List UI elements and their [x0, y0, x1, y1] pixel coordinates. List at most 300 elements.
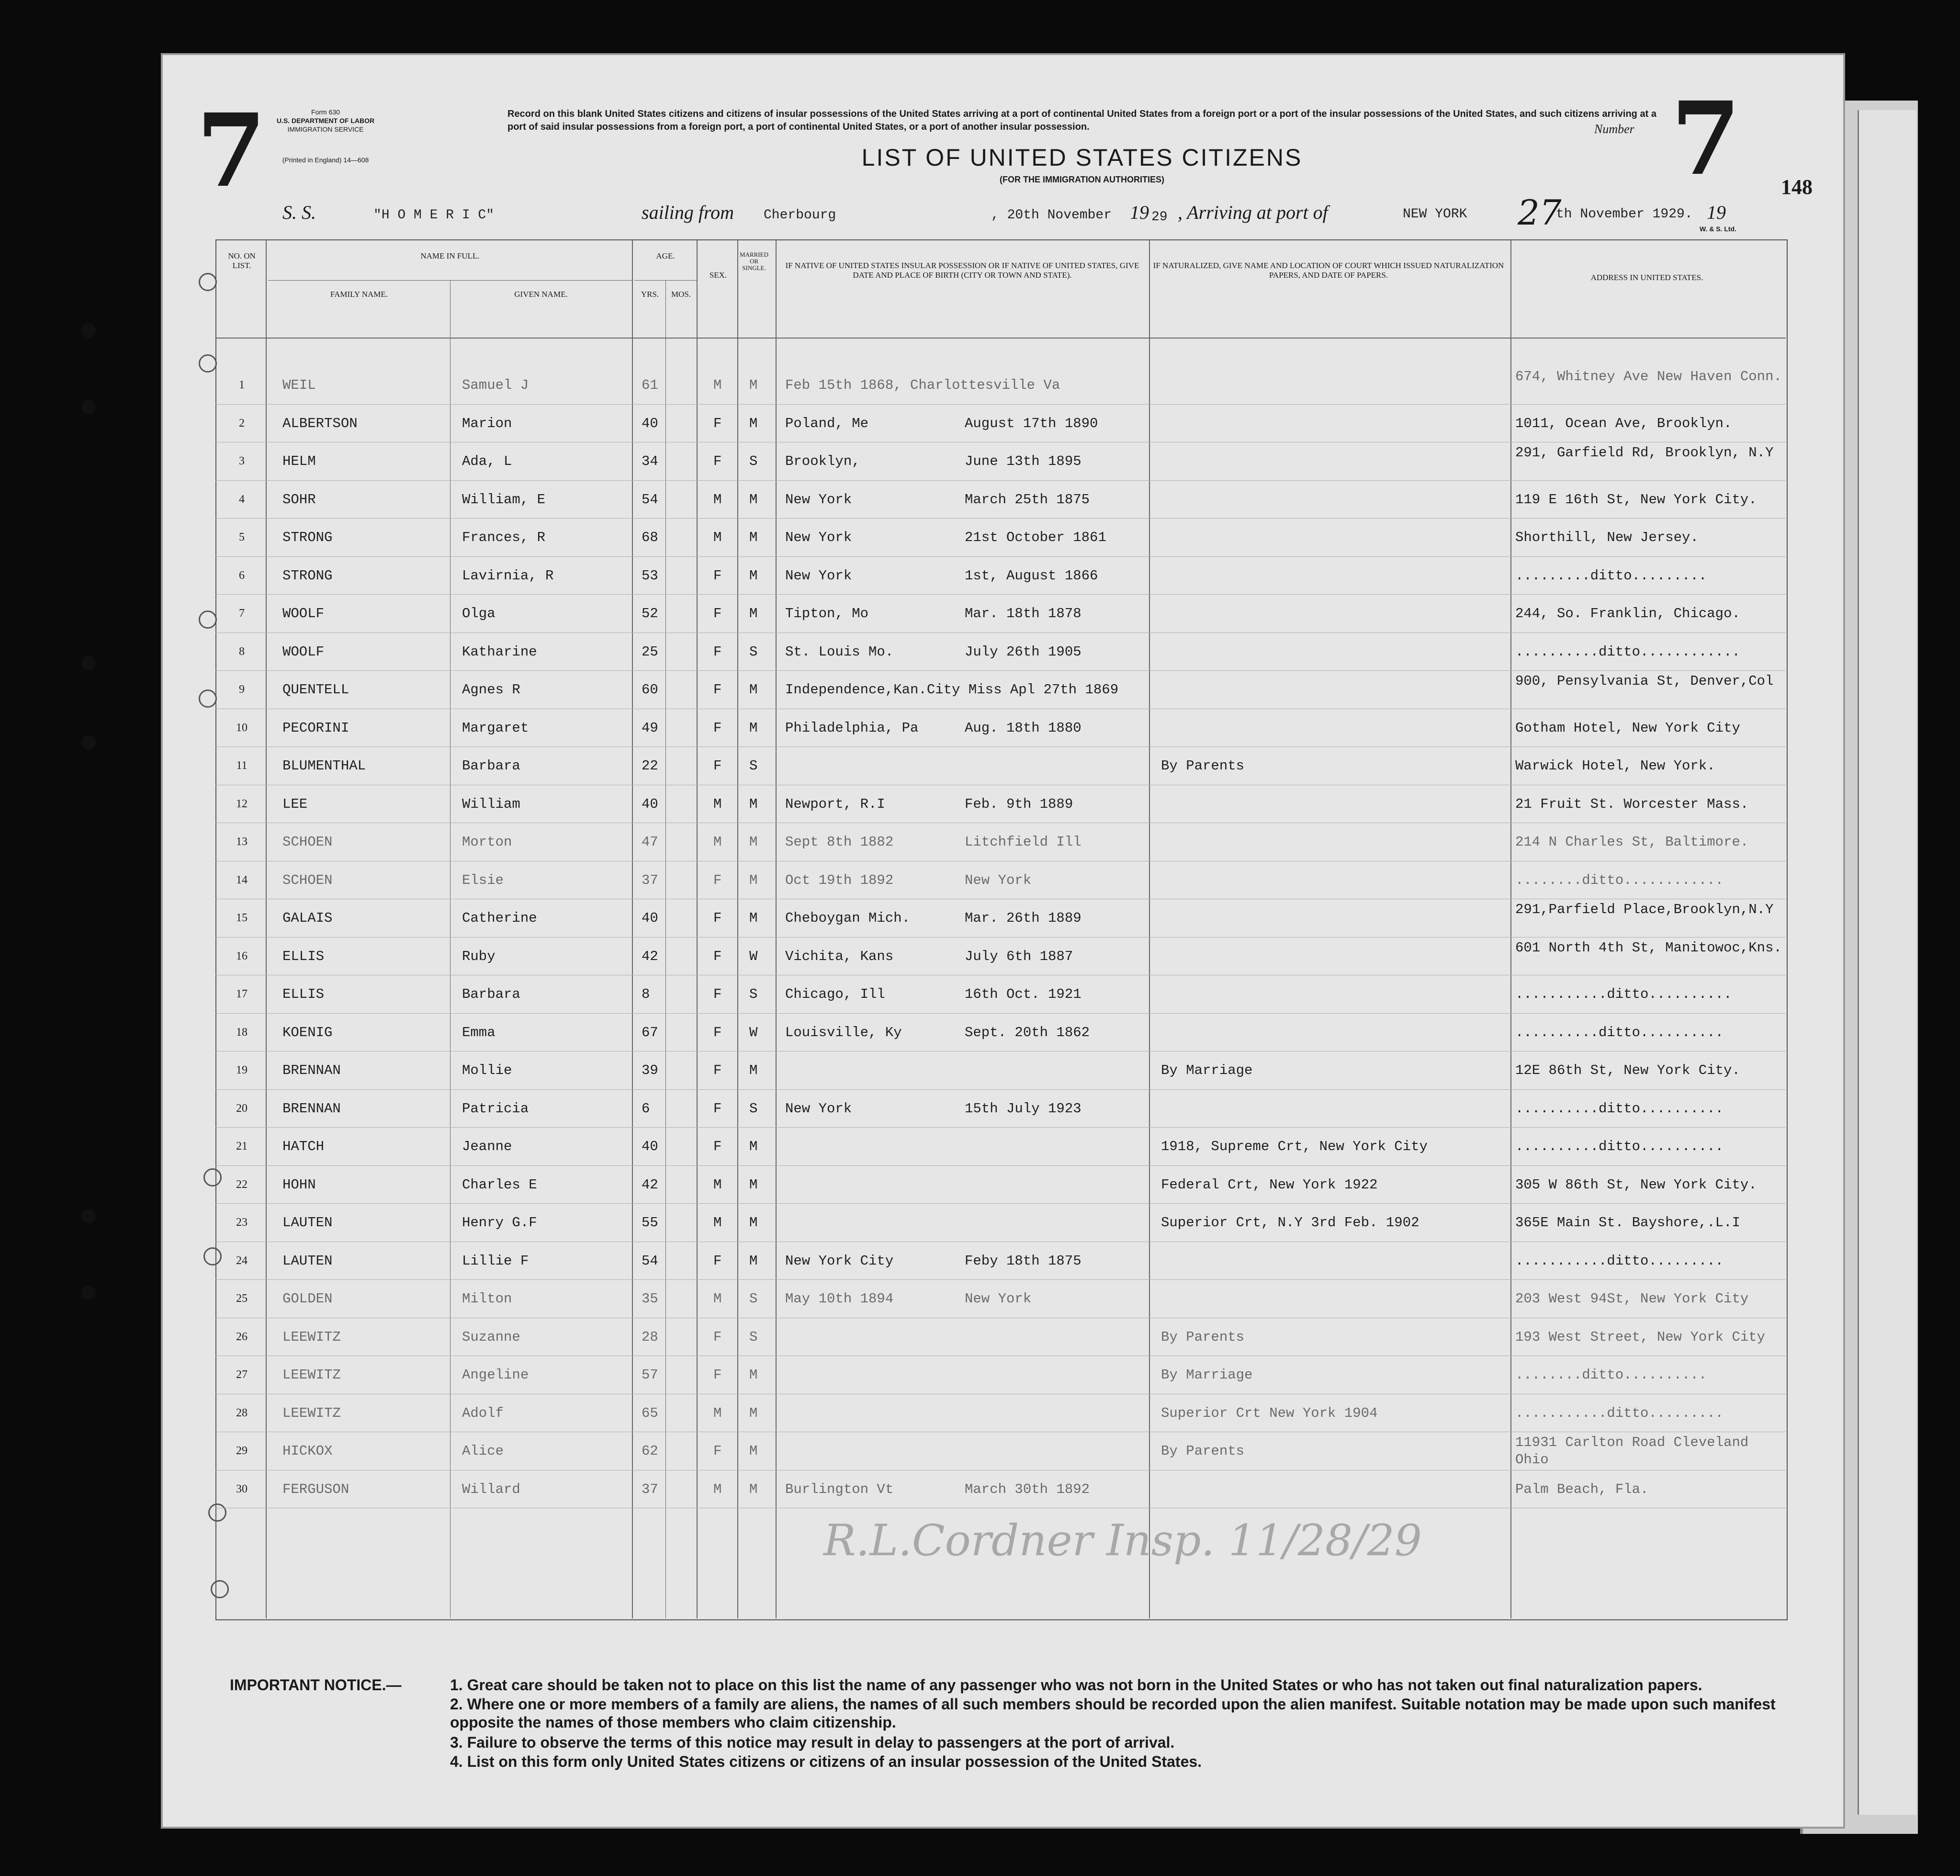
row-number: 19 [236, 1064, 248, 1076]
birth-place: May 10th 1894 [785, 1291, 894, 1307]
table-row [163, 1090, 1843, 1128]
table-row [163, 899, 1843, 937]
form-number: Form 630 [311, 108, 340, 116]
given-name: Suzanne [462, 1329, 520, 1345]
given-name: William [462, 796, 520, 812]
sex: M [713, 1176, 722, 1193]
year-prefix: 19 [1130, 202, 1149, 223]
next-page-edge-2 [1858, 110, 1916, 1815]
col-married: MARRIED OR SINGLE. [740, 251, 768, 271]
family-name: SCHOEN [282, 834, 333, 850]
col-age: AGE. [656, 251, 675, 260]
table-row [163, 595, 1843, 633]
address: 291,Parfield Place,Brooklyn,N.Y [1515, 902, 1774, 917]
manifest-rows [163, 366, 1843, 1515]
table-row [163, 938, 1843, 975]
row-number: 23 [236, 1216, 248, 1229]
address: ...........ditto.......... [1515, 986, 1732, 1002]
naturalization: Federal Crt, New York 1922 [1161, 1176, 1378, 1193]
address: 601 North 4th St, Manitowoc,Kns. [1515, 939, 1782, 956]
col-given: GIVEN NAME. [514, 290, 568, 299]
family-name: ELLIS [282, 986, 325, 1002]
birth-place: New York [785, 530, 852, 545]
marital-status: M [749, 834, 758, 850]
sex: F [713, 948, 722, 964]
birth-date: Mar. 18th 1878 [965, 606, 1081, 622]
table-row [163, 557, 1843, 595]
address: ........ditto.......... [1515, 1367, 1707, 1383]
sex: F [713, 1024, 722, 1040]
age-years: 67 [642, 1024, 658, 1040]
address: ..........ditto.......... [1515, 1100, 1724, 1117]
ss-label: S. S. [282, 202, 316, 223]
naturalization: Superior Crt New York 1904 [1161, 1405, 1378, 1421]
marital-status: M [749, 1481, 758, 1497]
sex: F [713, 415, 722, 431]
row-number: 22 [236, 1178, 248, 1191]
arriving-label: , Arriving at port of [1178, 202, 1328, 223]
punch-hole [81, 656, 96, 670]
row-number: 11 [236, 759, 248, 772]
family-name: SCHOEN [282, 872, 333, 888]
family-name: HOHN [282, 1176, 316, 1193]
birth-place: Burlington Vt [785, 1481, 894, 1497]
naturalization: By Parents [1161, 758, 1245, 774]
marital-status: W [749, 1024, 758, 1040]
age-years: 6 [642, 1100, 650, 1117]
birth-place: Sept 8th 1882 [785, 834, 894, 850]
table-row [163, 481, 1843, 519]
table-row [163, 785, 1843, 823]
col-address: ADDRESS IN UNITED STATES. [1590, 273, 1703, 282]
table-row [163, 1356, 1843, 1394]
page-number: 148 [1781, 175, 1813, 199]
address: ..........ditto.......... [1515, 1024, 1724, 1040]
birth-date: Aug. 18th 1880 [965, 720, 1081, 736]
birth-date: Feb. 9th 1889 [965, 796, 1073, 812]
table-row [163, 823, 1843, 861]
age-years: 40 [642, 910, 658, 926]
punch-hole [81, 400, 96, 414]
row-number: 26 [236, 1330, 248, 1343]
age-years: 37 [642, 1481, 658, 1497]
birth-place: Vichita, Kans [785, 948, 894, 964]
row-number: 15 [236, 912, 248, 924]
sail-date: , 20th November [991, 208, 1112, 223]
age-years: 28 [642, 1329, 658, 1345]
punch-hole [81, 323, 96, 338]
sex: F [713, 1062, 722, 1078]
given-name: Barbara [462, 758, 520, 774]
family-name: KOENIG [282, 1024, 333, 1040]
birth-date: 16th Oct. 1921 [965, 986, 1081, 1002]
row-number: 2 [239, 417, 245, 429]
service: IMMIGRATION SERVICE [287, 125, 364, 133]
family-name: STRONG [282, 567, 333, 584]
address: ..........ditto.......... [1515, 1139, 1724, 1154]
sex: M [713, 1291, 722, 1307]
row-number: 5 [239, 531, 245, 543]
col-name-in-full: NAME IN FULL. [420, 251, 480, 260]
address: Gotham Hotel, New York City [1515, 720, 1740, 736]
table-row [163, 1128, 1843, 1165]
address: ........ditto............ [1515, 872, 1724, 888]
age-years: 22 [642, 758, 658, 774]
given-name: Catherine [462, 910, 537, 926]
printer-mark: W. & S. Ltd. [1700, 225, 1736, 233]
birth-place: New York [785, 491, 852, 508]
given-name: Marion [462, 415, 512, 431]
ship-name: "H O M E R I C" [373, 208, 495, 223]
punch-hole [81, 1286, 96, 1300]
given-name: Adolf [462, 1405, 504, 1421]
marital-status: M [749, 1215, 758, 1231]
row-number: 1 [239, 379, 245, 391]
sex: M [713, 530, 722, 545]
row-number: 8 [239, 645, 245, 658]
table-row [163, 1280, 1843, 1318]
voyage-line [282, 192, 1814, 233]
col-mos: MOS. [671, 290, 691, 299]
marital-status: S [749, 758, 758, 774]
age-years: 52 [642, 606, 658, 622]
given-name: Mollie [462, 1062, 512, 1078]
col-birth: IF NATIVE OF UNITED STATES INSULAR POSSESSION OR IF NATIVE OF UNITED STATES, GIVE DATE AND PLACE OF BIRTH (CITY OR TOWN AND STATE). [785, 261, 1139, 280]
birth-date: July 26th 1905 [965, 644, 1081, 660]
marital-status: M [749, 1443, 758, 1459]
age-years: 62 [642, 1443, 658, 1459]
age-years: 35 [642, 1291, 658, 1307]
punch-hole [81, 1209, 96, 1223]
table-row [163, 405, 1843, 442]
birth-date: July 6th 1887 [965, 948, 1073, 964]
given-name: Willard [462, 1481, 520, 1497]
sex: F [713, 1253, 722, 1269]
age-years: 8 [642, 986, 650, 1002]
arrival-day-handwritten: 27 [1518, 192, 1562, 233]
sex: M [713, 1481, 722, 1497]
col-yrs: YRS. [641, 290, 659, 299]
row-number: 14 [236, 873, 248, 886]
family-name: LEEWITZ [282, 1329, 341, 1345]
naturalization: 1918, Supreme Crt, New York City [1161, 1139, 1428, 1154]
table-row [163, 1166, 1843, 1204]
family-name: STRONG [282, 530, 333, 545]
sex: F [713, 1139, 722, 1154]
birth-date: Sept. 20th 1862 [965, 1024, 1090, 1040]
birth-date: March 25th 1875 [965, 491, 1090, 508]
birth-date: August 17th 1890 [965, 415, 1098, 431]
marital-status: M [749, 682, 758, 698]
age-years: 37 [642, 872, 658, 888]
marital-status: M [749, 1405, 758, 1421]
address: Warwick Hotel, New York. [1515, 758, 1715, 774]
given-name: Ruby [462, 948, 496, 964]
row-number: 17 [236, 988, 248, 1000]
row-number: 6 [239, 569, 245, 582]
marital-status: S [749, 986, 758, 1002]
given-name: Morton [462, 834, 512, 850]
age-years: 68 [642, 530, 658, 545]
age-years: 25 [642, 644, 658, 660]
header-notice: Record on this blank United States citizens and citizens of insular possessions of the United States arriving at a port of continental United States from a foreign port or a port of the insular possessions of the United States, and such citizens arriving at a port of said insular possessions from a foreign port, a port of continental United States, or a port of another insular possession. [507, 109, 1656, 132]
family-name: ELLIS [282, 948, 325, 964]
table-row [163, 442, 1843, 480]
birth-date: March 30th 1892 [965, 1481, 1090, 1497]
sex: F [713, 986, 722, 1002]
year-suffix: 29 [1151, 210, 1168, 225]
sex: F [713, 1329, 722, 1345]
birth-date: Feby 18th 1875 [965, 1253, 1081, 1269]
row-number: 16 [236, 949, 248, 962]
notice-item-1: 1. Great care should be taken not to place on this list the name of any passenger who was not born in the United States or who has not taken out final naturalization papers. [450, 1676, 1702, 1694]
birth-date: 1st, August 1866 [965, 567, 1098, 584]
family-name: WOOLF [282, 644, 325, 660]
age-years: 47 [642, 834, 658, 850]
given-name: William, E [462, 491, 546, 508]
family-name: HATCH [282, 1139, 325, 1154]
arrival-year-prefix: 19 [1707, 202, 1726, 223]
age-years: 55 [642, 1215, 658, 1231]
address: .........ditto......... [1515, 567, 1707, 584]
age-years: 53 [642, 567, 658, 584]
marital-status: S [749, 1100, 758, 1117]
table-row [163, 861, 1843, 899]
sex: M [713, 1215, 722, 1231]
table-row [163, 1051, 1843, 1089]
marital-status: S [749, 1291, 758, 1307]
address: Shorthill, New Jersey. [1515, 530, 1699, 545]
address: Palm Beach, Fla. [1515, 1481, 1649, 1497]
sex: F [713, 682, 722, 698]
marital-status: M [749, 1176, 758, 1193]
table-row [163, 1318, 1843, 1356]
sex: F [713, 1367, 722, 1383]
marital-status: M [749, 910, 758, 926]
sailing-label: sailing from [642, 202, 734, 223]
printed-note: (Printed in England) 14—608 [282, 156, 369, 164]
header-divider [215, 338, 1786, 339]
row-number: 9 [239, 683, 245, 696]
row-number: 18 [236, 1026, 248, 1039]
marital-status: S [749, 644, 758, 660]
arrival-date: th November 1929. [1556, 207, 1693, 222]
marital-status: W [749, 948, 758, 964]
row-number: 4 [239, 493, 245, 506]
inspector-signature: R.L.Cordner Insp. 11/28/29 [823, 1515, 1422, 1566]
age-years: 42 [642, 948, 658, 964]
given-name: Agnes R [462, 682, 520, 698]
marital-status: M [749, 530, 758, 545]
given-name: Margaret [462, 720, 529, 736]
given-name: Henry G.F [462, 1215, 537, 1231]
birth-date: June 13th 1895 [965, 453, 1081, 469]
col-family: FAMILY NAME. [330, 290, 388, 299]
family-name: LEEWITZ [282, 1367, 341, 1383]
naturalization: Superior Crt, N.Y 3rd Feb. 1902 [1161, 1215, 1419, 1231]
corner-number-left: 7 [196, 91, 267, 210]
family-name: LAUTEN [282, 1215, 333, 1231]
corner-number-right: 7 [1671, 79, 1741, 198]
table-row [163, 747, 1843, 785]
birth-place: Philadelphia, Pa [785, 720, 919, 736]
notice-item-4: 4. List on this form only United States citizens or citizens of an insular possession of the United States. [450, 1753, 1202, 1770]
marital-status: M [749, 1139, 758, 1154]
birth-date: Litchfield Ill [965, 834, 1081, 850]
given-name: Milton [462, 1291, 512, 1307]
family-name: BLUMENTHAL [282, 758, 366, 774]
sex: F [713, 644, 722, 660]
sex: F [713, 872, 722, 888]
birth-place: New York City [785, 1253, 894, 1269]
age-years: 54 [642, 491, 658, 508]
family-name: HELM [282, 453, 316, 469]
marital-status: M [749, 720, 758, 736]
row-number: 3 [239, 455, 245, 467]
marital-status: M [749, 872, 758, 888]
given-name: Samuel J [462, 377, 529, 393]
given-name: Lillie F [462, 1253, 529, 1269]
sex: M [713, 491, 722, 508]
given-name: Jeanne [462, 1139, 512, 1154]
birth-place: Poland, Me [785, 415, 869, 431]
age-years: 49 [642, 720, 658, 736]
row-number: 27 [236, 1368, 248, 1381]
birth-place: Newport, R.I [785, 796, 885, 812]
row-number: 20 [236, 1102, 248, 1115]
family-name: HICKOX [282, 1443, 333, 1459]
marital-status: M [749, 1253, 758, 1269]
address: 21 Fruit St. Worcester Mass. [1515, 796, 1749, 812]
notice-label: IMPORTANT NOTICE.— [230, 1676, 402, 1694]
address: ...........ditto......... [1515, 1253, 1724, 1269]
address: 203 West 94St, New York City [1515, 1291, 1749, 1307]
row-number: 25 [236, 1292, 248, 1305]
address: 1011, Ocean Ave, Brooklyn. [1515, 415, 1732, 431]
sex: M [713, 1405, 722, 1421]
given-name: Olga [462, 606, 496, 622]
given-name: Charles E [462, 1176, 537, 1193]
row-number: 21 [236, 1140, 248, 1153]
naturalization: By Marriage [1161, 1367, 1253, 1383]
sex: F [713, 720, 722, 736]
naturalization: By Parents [1161, 1443, 1245, 1459]
address: 193 West Street, New York City [1515, 1329, 1766, 1345]
sex: F [713, 567, 722, 584]
birth-date: New York [965, 872, 1032, 888]
row-number: 12 [236, 797, 248, 810]
naturalization: By Marriage [1161, 1062, 1253, 1078]
marital-status: M [749, 1367, 758, 1383]
given-name: Lavirnia, R [462, 567, 554, 584]
family-name: LAUTEN [282, 1253, 333, 1269]
birth-place: Tipton, Mo [785, 606, 869, 622]
family-name: GOLDEN [282, 1291, 333, 1307]
table-row [163, 975, 1843, 1013]
table-row [163, 1242, 1843, 1280]
sex: F [713, 910, 722, 926]
row-number: 29 [236, 1445, 248, 1457]
birth-place: New York [785, 1100, 852, 1117]
birth-place: Louisville, Ky [785, 1024, 902, 1040]
row-number: 13 [236, 836, 248, 848]
address: 291, Garfield Rd, Brooklyn, N.Y [1515, 445, 1774, 461]
family-name: BRENNAN [282, 1100, 341, 1117]
address: 900, Pensylvania St, Denver,Col [1515, 673, 1774, 689]
age-years: 57 [642, 1367, 658, 1383]
given-name: Elsie [462, 872, 504, 888]
address: 12E 86th St, New York City. [1515, 1062, 1740, 1078]
birth-place: Oct 19th 1892 [785, 872, 894, 888]
col-sex: SEX. [709, 271, 727, 280]
address: 214 N Charles St, Baltimore. [1515, 834, 1749, 850]
manifest-sheet [163, 55, 1843, 1827]
sex: F [713, 606, 722, 622]
address: 365E Main St. Bayshore,.L.I [1515, 1215, 1740, 1231]
address: 119 E 16th St, New York City. [1515, 491, 1757, 508]
table-row [163, 1470, 1843, 1508]
table-row [163, 366, 1843, 404]
form-meta [249, 108, 402, 164]
birth-date: Mar. 26th 1889 [965, 910, 1081, 926]
family-name: LEEWITZ [282, 1405, 341, 1421]
marital-status: S [749, 1329, 758, 1345]
binder-ring-mark [199, 273, 217, 291]
birth-place: Chicago, Ill [785, 986, 885, 1002]
marital-status: M [749, 796, 758, 812]
marital-status: M [749, 606, 758, 622]
sex: F [713, 453, 722, 469]
from-port: Cherbourg [764, 208, 836, 223]
sex: F [713, 1443, 722, 1459]
punch-hole [81, 735, 96, 749]
col-naturalized: IF NATURALIZED, GIVE NAME AND LOCATION OF COURT WHICH ISSUED NATURALIZATION PAPERS, AND DATE OF PAPERS. [1153, 261, 1504, 280]
age-years: 39 [642, 1062, 658, 1078]
age-years: 40 [642, 796, 658, 812]
row-number: 30 [236, 1482, 248, 1495]
family-name: ALBERTSON [282, 415, 358, 431]
table-row [163, 1014, 1843, 1051]
age-years: 34 [642, 453, 658, 469]
page-title: LIST OF UNITED STATES CITIZENS [861, 144, 1303, 171]
birth-date: New York [965, 1291, 1032, 1307]
address: 244, So. Franklin, Chicago. [1515, 606, 1740, 622]
address: 11931 Carlton Road Cleveland Ohio [1515, 1435, 1749, 1468]
col-no: NO. ON LIST. [228, 251, 256, 270]
table-row [163, 1204, 1843, 1242]
birth-place: Independence,Kan.City Miss Apl 27th 1869 [785, 682, 1119, 698]
sex: F [713, 1100, 722, 1117]
marital-status: S [749, 453, 758, 469]
family-name: GALAIS [282, 910, 333, 926]
table-row [163, 633, 1843, 671]
naturalization: By Parents [1161, 1329, 1245, 1345]
row-number: 24 [236, 1254, 248, 1267]
sex: F [713, 758, 722, 774]
notice-item-3: 3. Failure to observe the terms of this notice may result in delay to passengers at the port of arrival. [450, 1734, 1175, 1751]
birth-place: Feb 15th 1868, Charlottesville Va [785, 377, 1060, 393]
family-name: WOOLF [282, 606, 325, 622]
family-name: WEIL [282, 377, 316, 393]
given-name: Angeline [462, 1367, 529, 1383]
table-row [163, 519, 1843, 556]
age-years: 61 [642, 377, 658, 393]
birth-date: 15th July 1923 [965, 1100, 1081, 1117]
family-name: PECORINI [282, 720, 349, 736]
age-years: 65 [642, 1405, 658, 1421]
family-name: QUENTELL [282, 682, 349, 698]
age-years: 40 [642, 415, 658, 431]
